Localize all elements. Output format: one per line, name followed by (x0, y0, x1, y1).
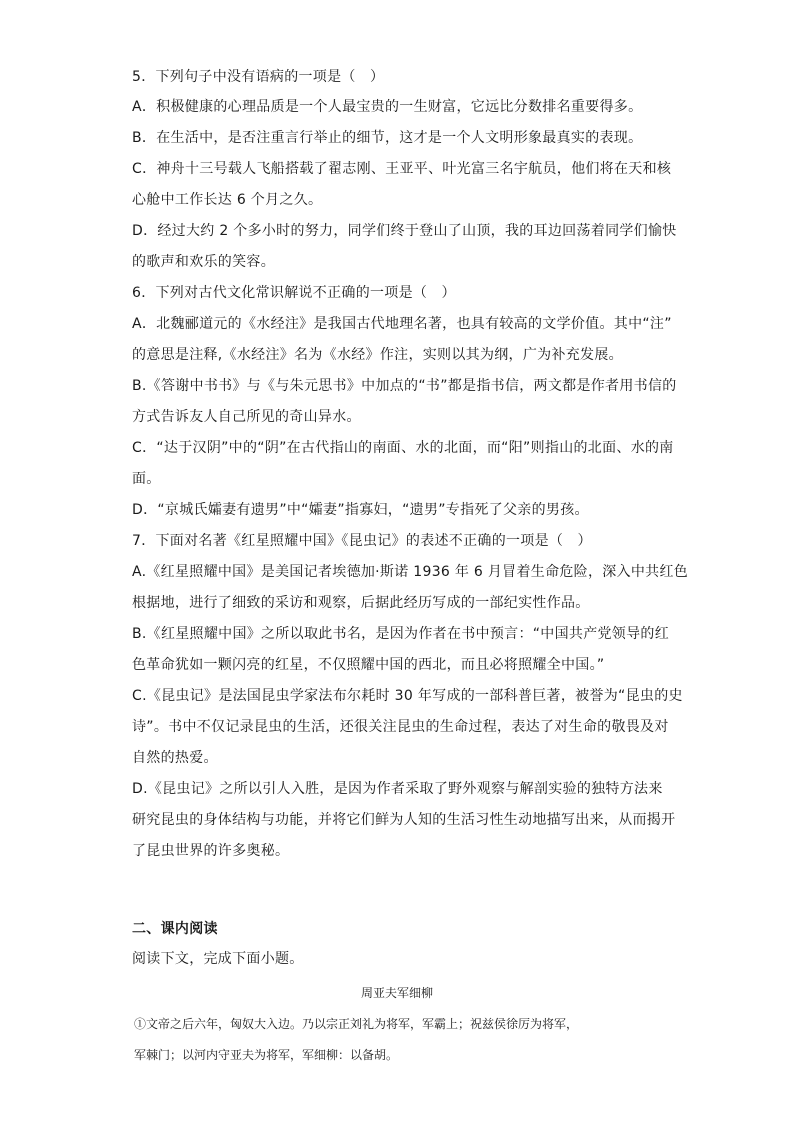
q6-option-d: D．“京城氏孀妻有遗男”中“孀妻”指寡妇，“遗男”专指死了父亲的男孩。 (132, 502, 589, 518)
q7-option-b-line2: 色革命犹如一颗闪亮的红星，不仅照耀中国的西北，而且必将照耀全中国。” (132, 657, 605, 673)
q5-option-d-line1: D．经过大约 2 个多小时的努力，同学们终于登山了山顶，我的耳边回荡着同学们愉快 (132, 223, 677, 239)
q7-option-c-line1: C.《昆虫记》是法国昆虫学家法布尔耗时 30 年写成的一部科普巨著，被誉为“昆虫的史 (132, 688, 683, 704)
q5-option-d-line2: 的歌声和欢乐的笑容。 (132, 254, 275, 270)
q6-stem: 6．下列对古代文化常识解说不正确的一项是（ ） (132, 285, 456, 301)
passage-title: 周亚夫军细柳 (360, 986, 433, 1000)
q6-option-a-line2: 的意思是注释,《水经注》名为《水经》作注，实则以其为纲，广为补充发展。 (132, 347, 623, 363)
q5-stem: 5．下列句子中没有语病的一项是（ ） (132, 69, 385, 85)
passage-paragraph-1-line2: 军棘门；以河内守亚夫为将军，军细柳：以备胡。 (134, 1048, 399, 1062)
q6-option-b-line2: 方式告诉友人自己所见的奇山异水。 (132, 409, 361, 425)
section-heading: 二、课内阅读 (132, 921, 218, 937)
q7-option-d-line2: 研究昆虫的身体结构与功能，并将它们鲜为人知的生活习性生动地描写出来，从而揭开 (132, 812, 676, 828)
q6-option-a-line1: A．北魏郦道元的《水经注》是我国古代地理名著，也具有较高的文学价值。其中“注” (132, 316, 672, 332)
q6-option-b-line1: B.《答谢中书书》与《与朱元思书》中加点的“书”都是指书信，两文都是作者用书信的 (132, 378, 677, 394)
reading-instruction: 阅读下文，完成下面小题。 (132, 951, 304, 967)
q7-option-c-line3: 自然的热爱。 (132, 750, 218, 766)
q5-option-c-line1: C．神舟十三号载人飞船搭载了翟志刚、王亚平、叶光富三名宇航员，他们将在天和核 (132, 161, 672, 177)
q7-option-d-line1: D.《昆虫记》之所以引人入胜，是因为作者采取了野外观察与解剖实验的独特方法来 (132, 781, 663, 797)
q7-option-a-line2: 根据地，进行了细致的采访和观察，后据此经历写成的一部纪实性作品。 (132, 595, 590, 611)
q6-option-c-line2: 面。 (132, 471, 161, 487)
q5-option-a: A．积极健康的心理品质是一个人最宝贵的一生财富，它远比分数排名重要得多。 (132, 99, 643, 115)
q7-stem: 7．下面对名著《红星照耀中国》《昆虫记》的表述不正确的一项是（ ） (132, 533, 592, 549)
q7-option-c-line2: 诗”。书中不仅记录昆虫的生活，还很关注昆虫的生命过程，表达了对生命的敬畏及对 (132, 719, 669, 735)
passage-paragraph-1-line1: ①文帝之后六年，匈奴大入边。乃以宗正刘礼为将军，军霸上；祝兹侯徐厉为将军， (134, 1017, 579, 1031)
q6-option-c-line1: C．“达于汉阴”中的“阴”在古代指山的南面、水的北面，而“阳”则指山的北面、水的南 (132, 440, 674, 456)
q5-option-b: B．在生活中，是否注重言行举止的细节，这才是一个人文明形象最真实的表现。 (132, 130, 643, 146)
q7-option-a-line1: A.《红星照耀中国》是美国记者埃德加·斯诺 1936 年 6 月冒着生命危险，深入中共红色 (132, 564, 689, 580)
q7-option-d-line3: 了昆虫世界的许多奥秘。 (132, 843, 290, 859)
q5-option-c-line2: 心舱中工作长达 6 个月之久。 (132, 192, 323, 208)
q7-option-b-line1: B.《红星照耀中国》之所以取此书名，是因为作者在书中预言：“中国共产党领导的红 (132, 626, 670, 642)
